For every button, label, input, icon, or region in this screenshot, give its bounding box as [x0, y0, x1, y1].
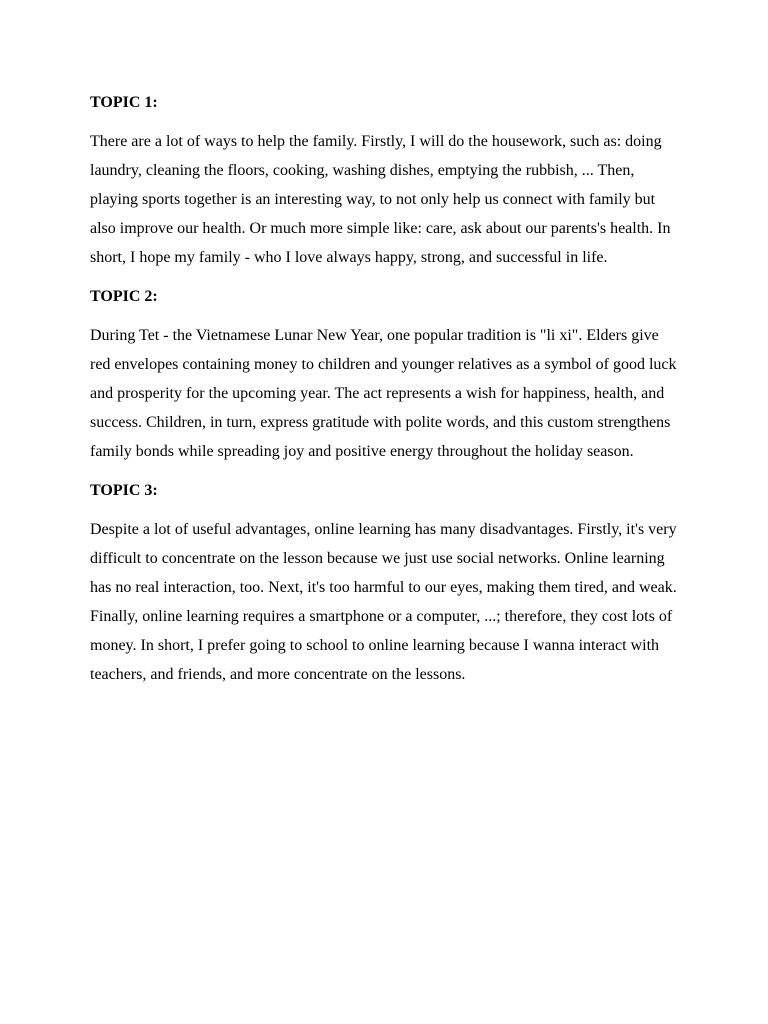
topic-2-body: During Tet - the Vietnamese Lunar New Year, one popular tradition is "li xi". Elders give red envelopes containing money to children and younger relatives as a symbol of good luck and prosperity for the upcoming year. The act represents a wish for happiness, health, and success. Children, in turn, express gratitude with polite words, and this custom strengthens family bonds while spreading joy and positive energy throughout the holiday season. [90, 327, 677, 460]
topic-3-heading: TOPIC 3: [90, 482, 158, 499]
topic-1-section [90, 88, 682, 272]
document-content [90, 88, 682, 699]
topic-3-section [90, 476, 682, 689]
topic-1-heading: TOPIC 1: [90, 94, 158, 111]
topic-2-heading: TOPIC 2: [90, 288, 158, 305]
topic-1-body: There are a lot of ways to help the family. Firstly, I will do the housework, such as: doing laundry, cleaning the floors, cooking, washing dishes, emptying the rubbish, ... Then, playing sports together is an interesting way, to not only help us connect with family but also improve our health. Or much more simple like: care, ask about our parents's health. In short, I hope my family - who I love always happy, strong, and successful in life. [90, 133, 671, 266]
topic-2-section [90, 282, 682, 466]
topic-3-body: Despite a lot of useful advantages, online learning has many disadvantages. Firstly, it's very difficult to concentrate on the lesson because we just use social networks. Online learning has no real interaction, too. Next, it's too harmful to our eyes, making them tired, and weak. Finally, online learning requires a smartphone or a computer, ...; therefore, they cost lots of money. In short, I prefer going to school to online learning because I wanna interact with teachers, and friends, and more concentrate on the lessons. [90, 521, 677, 683]
